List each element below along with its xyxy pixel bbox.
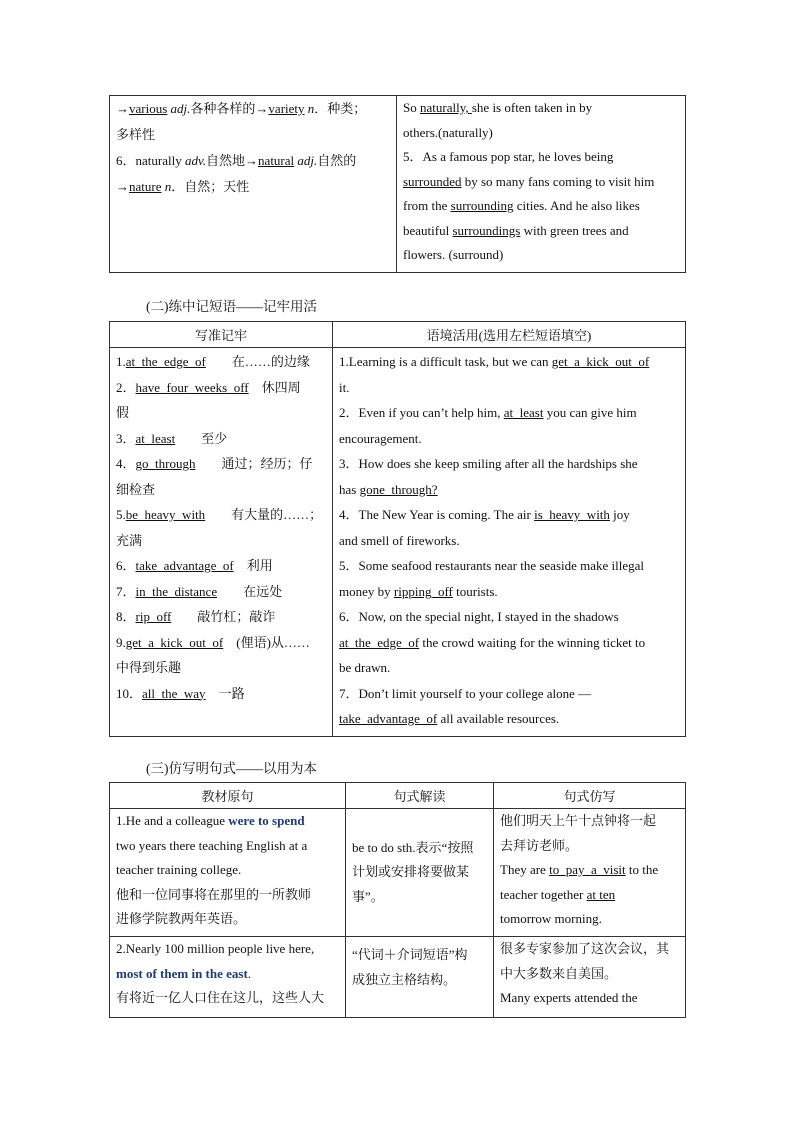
sentence-header-imitation: 句式仿写 — [494, 783, 686, 809]
vocab-line — [403, 219, 679, 244]
answer-fill: at_the_edge_of — [339, 634, 420, 650]
imitation-line — [500, 962, 679, 987]
row1-imitation-lines — [494, 809, 685, 936]
text-run: with green trees and — [520, 222, 629, 238]
answer-fill: go_through — [135, 456, 196, 471]
answer-fill: variety — [268, 101, 305, 116]
text-run: teacher training college. — [116, 862, 242, 877]
vocab-table-continued — [109, 95, 686, 273]
context-sentence-line — [339, 528, 679, 554]
text-run: 自然地→ — [206, 153, 259, 168]
text-run: 2.Nearly 100 million people live here, — [116, 941, 315, 956]
sentence-row2-original — [110, 937, 346, 1018]
text-run: 2．Even if you can’t help him, — [339, 405, 504, 420]
text-run: → — [116, 179, 129, 194]
text-run: be to do sth.表示“按照 — [352, 839, 474, 855]
phrase-table — [109, 321, 686, 737]
original-sentence-line — [116, 962, 339, 987]
text-run: 他们明天上午十点钟将一起 — [500, 813, 657, 828]
text-run: 10． — [116, 685, 143, 701]
vocab-line — [403, 121, 679, 146]
vocab-line — [116, 96, 390, 122]
phrase-left-lines — [110, 348, 332, 710]
text-run: 有将近一亿人口住在这儿，这些人大 — [116, 990, 325, 1005]
answer-fill: gone_through? — [359, 481, 438, 497]
context-sentence-line — [339, 579, 679, 605]
text-run: 中得到乐趣 — [116, 660, 182, 675]
context-sentence-line — [339, 477, 679, 503]
sentence-row1-original — [110, 809, 346, 937]
phrase-line — [116, 528, 326, 554]
imitation-line — [500, 986, 679, 1011]
context-sentence-line — [339, 451, 679, 477]
text-run: adj. — [170, 101, 191, 116]
answer-fill: surrounding — [450, 198, 514, 213]
imitation-line — [500, 809, 679, 834]
vocab-line — [116, 122, 390, 148]
original-sentence-line — [116, 907, 339, 932]
vocab-left-cell — [110, 96, 397, 273]
original-sentence-line — [116, 937, 339, 962]
text-run: 事”。 — [352, 888, 384, 904]
text-run: 3． — [116, 430, 136, 446]
text-run: beautiful — [403, 222, 453, 238]
answer-fill: rip_off — [135, 609, 172, 624]
text-run: from the — [403, 198, 451, 213]
text-run: 敲竹杠；敲诈 — [171, 609, 276, 624]
text-run: has — [339, 481, 360, 497]
text-run: 自然的 — [317, 153, 357, 168]
text-run: 在远处 — [217, 583, 283, 599]
answer-fill: get_a_kick_out_of — [551, 354, 650, 369]
text-run: 6．Now, on the special night, I stayed in the shadows — [339, 609, 619, 624]
row2-analysis-lines — [346, 937, 493, 996]
context-sentence-line — [339, 706, 679, 732]
text-run: 充满 — [116, 532, 143, 548]
text-run: They are — [500, 862, 550, 877]
imitation-line — [500, 858, 679, 883]
phrase-line — [116, 349, 326, 375]
text-run: ．自然；天性 — [171, 179, 250, 194]
phrase-line — [116, 630, 326, 656]
phrase-line — [116, 451, 326, 477]
text-run: the crowd waiting for the winning ticket to — [419, 634, 646, 650]
sentence-row1-imitation — [494, 809, 686, 937]
text-run: you can give him — [543, 405, 637, 420]
section-2-title: (二)练中记短语——记牢用活 — [146, 299, 317, 314]
text-run: n — [164, 179, 172, 194]
highlighted-phrase: were to spend — [228, 813, 305, 828]
text-run: 通过；经历；仔 — [195, 456, 313, 471]
vocab-line — [403, 96, 679, 121]
answer-fill: have_four_weeks_off — [135, 379, 249, 395]
phrase-line — [116, 681, 326, 707]
text-run: tourists. — [452, 583, 498, 599]
text-run: cities. And he also likes — [513, 198, 640, 213]
context-sentence-line — [339, 604, 679, 630]
sentence-row2-imitation — [494, 937, 686, 1018]
answer-fill: to_pay_a_visit — [549, 862, 626, 877]
phrase-table-header-right: 语境活用(选用左栏短语填空) — [333, 322, 686, 348]
text-run: 6． — [116, 558, 136, 573]
imitation-line — [500, 937, 679, 962]
answer-fill: is_heavy_with — [534, 507, 610, 522]
text-run: money by — [339, 583, 394, 599]
text-run: 6．naturally — [116, 153, 185, 168]
analysis-line — [352, 836, 487, 861]
text-run: it. — [339, 379, 350, 395]
phrase-left-cell — [110, 348, 333, 737]
answer-fill: surrounded — [403, 173, 462, 189]
text-run: 5．Some seafood restaurants near the seaside make illegal — [339, 558, 645, 573]
vocab-line — [116, 148, 390, 174]
phrase-line — [116, 502, 326, 528]
text-run: by so many fans coming to visit him — [461, 173, 655, 189]
highlighted-phrase: most of them in the east — [116, 965, 248, 981]
text-run: 5. — [116, 507, 126, 522]
answer-fill: at_least — [135, 430, 176, 446]
text-run: → — [116, 101, 129, 116]
answer-fill: at_least — [503, 405, 544, 420]
answer-fill: at ten — [586, 886, 616, 902]
context-sentence-line — [339, 553, 679, 579]
text-run: 中大多数来自美国。 — [500, 965, 618, 981]
phrase-line — [116, 400, 326, 426]
answer-fill: at_the_edge_of — [125, 354, 206, 369]
phrase-line — [116, 553, 326, 579]
row1-original-lines — [110, 809, 345, 936]
text-run: 8． — [116, 609, 136, 624]
text-run: adv. — [184, 153, 207, 168]
answer-fill: natural — [258, 153, 295, 168]
imitation-line — [500, 883, 679, 908]
answer-fill: naturally, — [419, 100, 472, 115]
text-run: “代词＋介词短语”构 — [352, 947, 468, 962]
text-run: 7． — [116, 583, 136, 599]
analysis-line — [352, 860, 487, 885]
text-run: all available resources. — [437, 711, 560, 726]
text-run: 细检查 — [116, 481, 156, 497]
text-run: to the — [625, 862, 659, 877]
context-sentence-line — [339, 655, 679, 681]
vocab-right-cell — [397, 96, 686, 273]
vocab-line — [403, 145, 679, 170]
sentence-table — [109, 782, 686, 1018]
text-run: 有大量的……； — [205, 507, 323, 522]
text-run: and smell of fireworks. — [339, 532, 460, 548]
text-run: 他和一位同事将在那里的一所教师 — [116, 886, 312, 902]
text-run: teacher together — [500, 886, 587, 902]
phrase-line — [116, 579, 326, 605]
vocab-line — [403, 194, 679, 219]
text-run: 至少 — [175, 430, 228, 446]
answer-fill: various — [129, 101, 168, 116]
text-run: 在……的边缘 — [205, 354, 310, 369]
text-run: 2． — [116, 379, 136, 395]
text-run: So — [403, 100, 420, 115]
phrase-right-lines — [333, 348, 685, 736]
context-sentence-line — [339, 400, 679, 426]
analysis-line — [352, 943, 487, 968]
vocab-line — [403, 170, 679, 195]
text-run: 计划或安排将要做某 — [352, 864, 470, 880]
vocab-line — [116, 174, 390, 200]
row2-imitation-lines — [494, 937, 685, 1015]
answer-fill: take_advantage_of — [339, 711, 438, 726]
imitation-line — [500, 907, 679, 932]
text-run: 9. — [116, 634, 126, 650]
original-sentence-line — [116, 883, 339, 908]
sentence-row2-analysis — [346, 937, 494, 1018]
phrase-line — [116, 604, 326, 630]
context-sentence-line — [339, 502, 679, 528]
text-run: 假 — [116, 405, 130, 420]
answer-fill: get_a_kick_out_of — [125, 634, 224, 650]
row1-analysis-lines — [346, 832, 493, 914]
text-run: encouragement. — [339, 430, 422, 446]
text-run: she is often taken in by — [471, 100, 593, 115]
answer-fill: be_heavy_with — [125, 507, 206, 522]
text-run: 多样性 — [116, 127, 156, 142]
row2-original-lines — [110, 937, 345, 1015]
text-run: joy — [609, 507, 630, 522]
text-run: 休四周 — [248, 379, 301, 395]
phrase-line — [116, 477, 326, 503]
text-run: 各种各样的→ — [190, 101, 269, 116]
text-run: flowers. (surround) — [403, 247, 504, 262]
text-run: 利用 — [233, 558, 273, 573]
text-run: 1.He and a colleague — [116, 813, 229, 828]
text-run: tomorrow morning. — [500, 911, 602, 926]
answer-fill: surroundings — [452, 222, 521, 238]
text-run: 1.Learning is a difficult task, but we can — [339, 354, 552, 369]
text-run: Many experts attended the — [500, 990, 638, 1005]
phrase-line — [116, 655, 326, 681]
text-run: 去拜访老师。 — [500, 837, 579, 853]
text-run: be drawn. — [339, 660, 391, 675]
context-sentence-line — [339, 349, 679, 375]
text-run: 1. — [116, 354, 126, 369]
section-3-title: (三)仿写明句式——以用为本 — [146, 761, 317, 776]
text-run: 成独立主格结构。 — [352, 971, 457, 987]
analysis-line — [352, 885, 487, 910]
original-sentence-line — [116, 834, 339, 859]
phrase-right-cell — [333, 348, 686, 737]
vocab-right-lines — [397, 96, 685, 272]
phrase-line — [116, 375, 326, 401]
answer-fill: all_the_way — [142, 685, 206, 701]
text-run: (俚语)从…… — [223, 634, 310, 650]
vocab-line — [403, 243, 679, 268]
text-run: 很多专家参加了这次会议，其 — [500, 941, 670, 956]
analysis-line — [352, 968, 487, 993]
vocab-left-lines — [110, 96, 396, 204]
text-run: adj. — [297, 153, 318, 168]
original-sentence-line — [116, 986, 339, 1011]
text-run: others.(naturally) — [403, 124, 493, 140]
text-run: 进修学院教两年英语。 — [116, 911, 247, 926]
text-run: two years there teaching English at a — [116, 837, 308, 853]
text-run: n — [307, 101, 315, 116]
context-sentence-line — [339, 375, 679, 401]
text-run: 一路 — [205, 685, 245, 701]
context-sentence-line — [339, 426, 679, 452]
context-sentence-line — [339, 630, 679, 656]
text-run: 5．As a famous pop star, he loves being — [403, 149, 614, 164]
text-run: 4． — [116, 456, 136, 471]
text-run: ．种类； — [314, 101, 367, 116]
answer-fill: ripping_off — [393, 583, 453, 599]
text-run: 3．How does she keep smiling after all the hardships she — [339, 456, 638, 471]
answer-fill: take_advantage_of — [135, 558, 234, 573]
sentence-header-analysis: 句式解读 — [346, 783, 494, 809]
phrase-line — [116, 426, 326, 452]
original-sentence-line — [116, 809, 339, 834]
phrase-table-header-left: 写准记牢 — [110, 322, 333, 348]
sentence-row1-analysis — [346, 809, 494, 937]
answer-fill: nature — [129, 179, 162, 194]
sentence-header-original: 教材原句 — [110, 783, 346, 809]
answer-fill: in_the_distance — [135, 583, 218, 599]
imitation-line — [500, 834, 679, 859]
text-run: . — [247, 965, 252, 981]
text-run: 4．The New Year is coming. The air — [339, 507, 535, 522]
original-sentence-line — [116, 858, 339, 883]
text-run: 7．Don’t limit yourself to your college alone — — [339, 685, 592, 701]
context-sentence-line — [339, 681, 679, 707]
